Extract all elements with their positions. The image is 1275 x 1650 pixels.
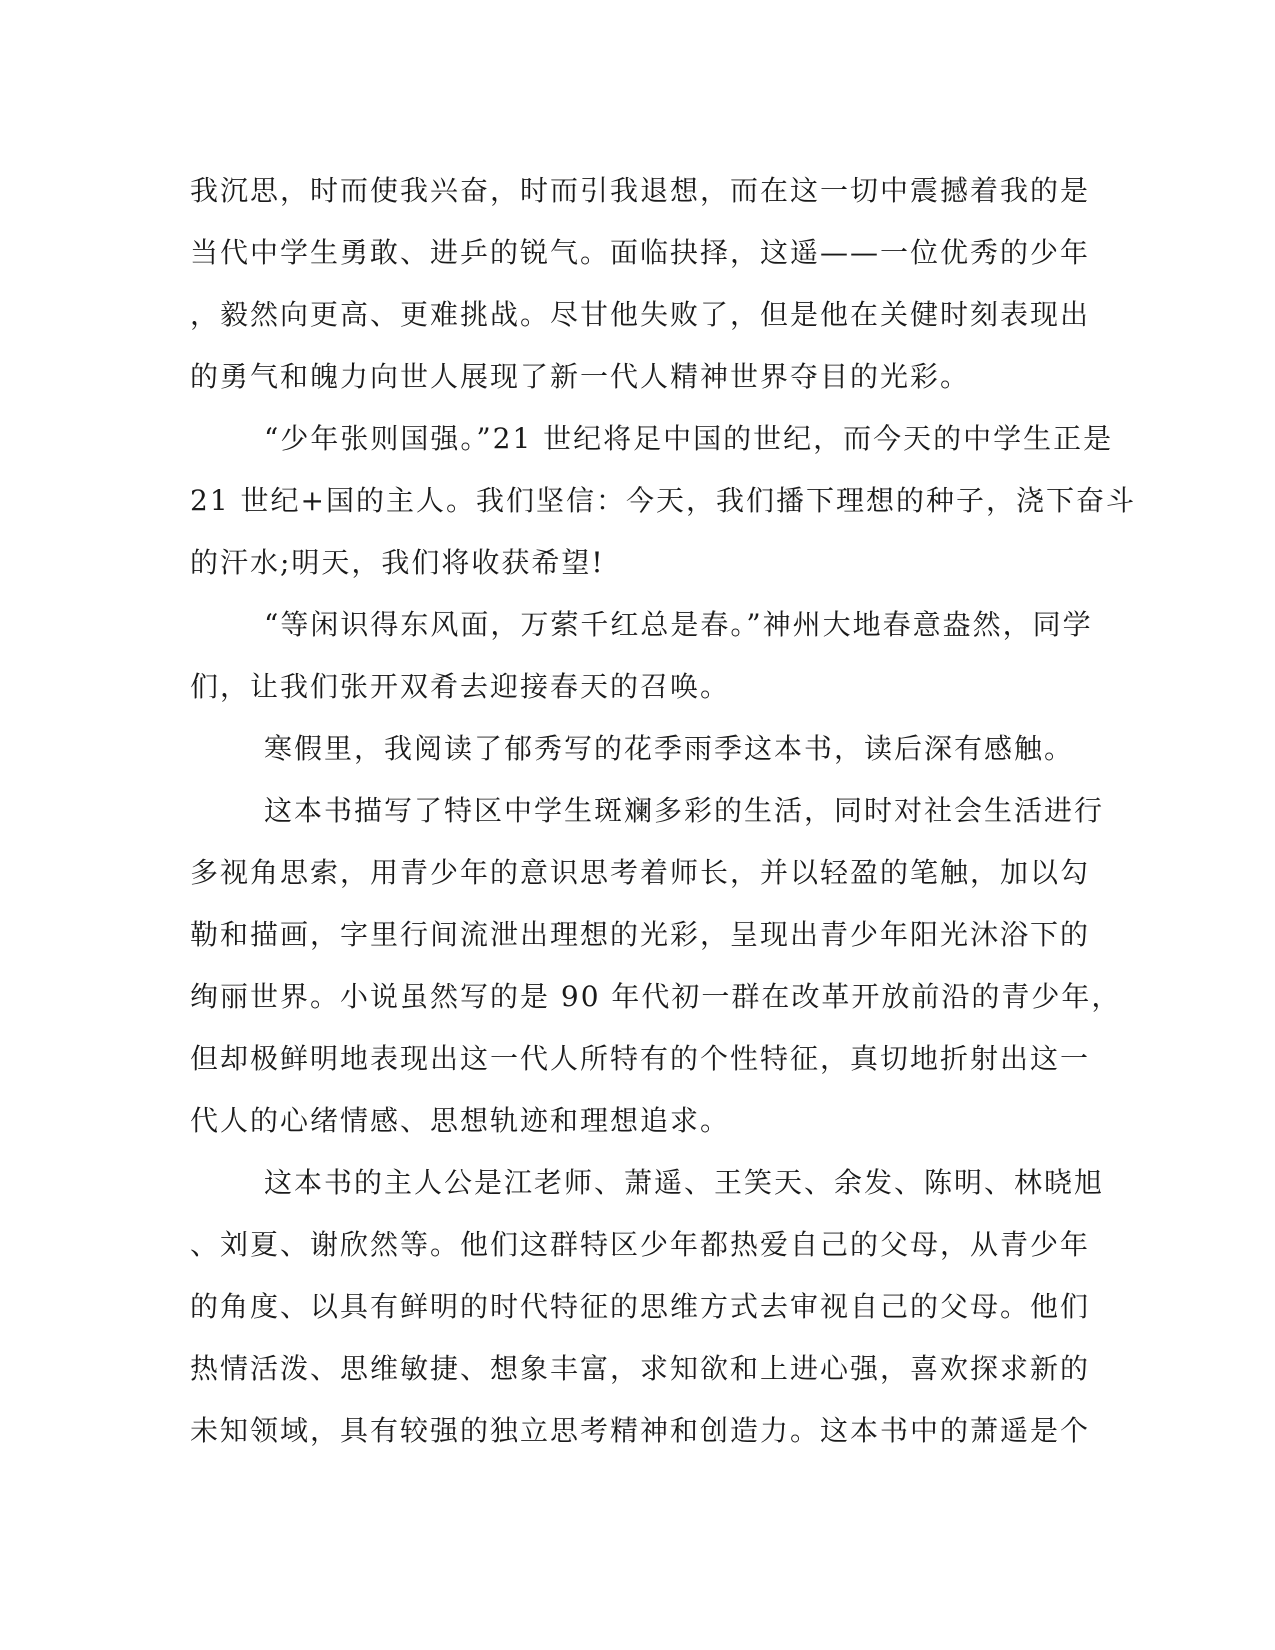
text-line-4: 的勇气和魄力向世人展现了新一代人精神世界夺目的光彩。 — [190, 360, 971, 393]
text-line-19: 的角度、以具有鲜明的时代特征的思维方式去审视自己的父母。他们 — [190, 1290, 1091, 1323]
text-line-11: 这本书描写了特区中学生斑斓多彩的生活，同时对社会生活进行 — [264, 794, 1105, 827]
text-line-6: 21 世纪+国的主人。我们坚信：今天，我们播下理想的种子，浇下奋斗 — [190, 484, 1136, 517]
text-line-13: 勒和描画，字里行间流泄出理想的光彩，呈现出青少年阳光沐浴下的 — [190, 918, 1091, 951]
text-line-1: 我沉思，时而使我兴奋，时而引我退想，而在这一切中震撼着我的是 — [190, 174, 1091, 207]
text-line-12: 多视角思索，用青少年的意识思考着师长，并以轻盈的笔触，加以勾 — [190, 856, 1091, 889]
text-line-5: “少年张则国强。”21 世纪将足中国的世纪，而今天的中学生正是 — [264, 422, 1114, 455]
text-line-7: 的汗水;明天，我们将收获希望! — [190, 546, 605, 579]
text-line-3: ，毅然向更高、更难挑战。尽甘他失败了，但是他在关健时刻表现出 — [190, 298, 1091, 331]
text-line-9: 们，让我们张开双肴去迎接春天的召唤。 — [190, 670, 731, 703]
text-line-21: 未知领域，具有较强的独立思考精神和创造力。这本书中的萧遥是个 — [190, 1414, 1091, 1447]
text-line-15: 但却极鲜明地表现出这一代人所特有的个性特征，真切地折射出这一 — [190, 1042, 1091, 1075]
text-line-20: 热情活泼、思维敏捷、想象丰富，求知欲和上进心强，喜欢探求新的 — [190, 1352, 1091, 1385]
text-line-8: “等闲识得东风面，万萦千红总是春。”神州大地春意盎然，同学 — [264, 608, 1093, 641]
text-line-18: 、刘夏、谢欣然等。他们这群特区少年都热爱自己的父母，从青少年 — [190, 1228, 1091, 1261]
text-line-17: 这本书的主人公是江老师、萧遥、王笑天、余发、陈明、林晓旭 — [264, 1166, 1105, 1199]
text-line-10: 寒假里，我阅读了郁秀写的花季雨季这本书，读后深有感触。 — [264, 732, 1075, 765]
text-line-16: 代人的心绪情感、思想轨迹和理想追求。 — [190, 1104, 731, 1137]
body-text — [190, 160, 1136, 1462]
text-line-2: 当代中学生勇敢、进乒的锐气。面临抉择，这遥——一位优秀的少年 — [190, 236, 1091, 269]
text-line-14: 绚丽世界。小说虽然写的是 90 年代初一群在改革开放前沿的青少年， — [190, 980, 1122, 1013]
